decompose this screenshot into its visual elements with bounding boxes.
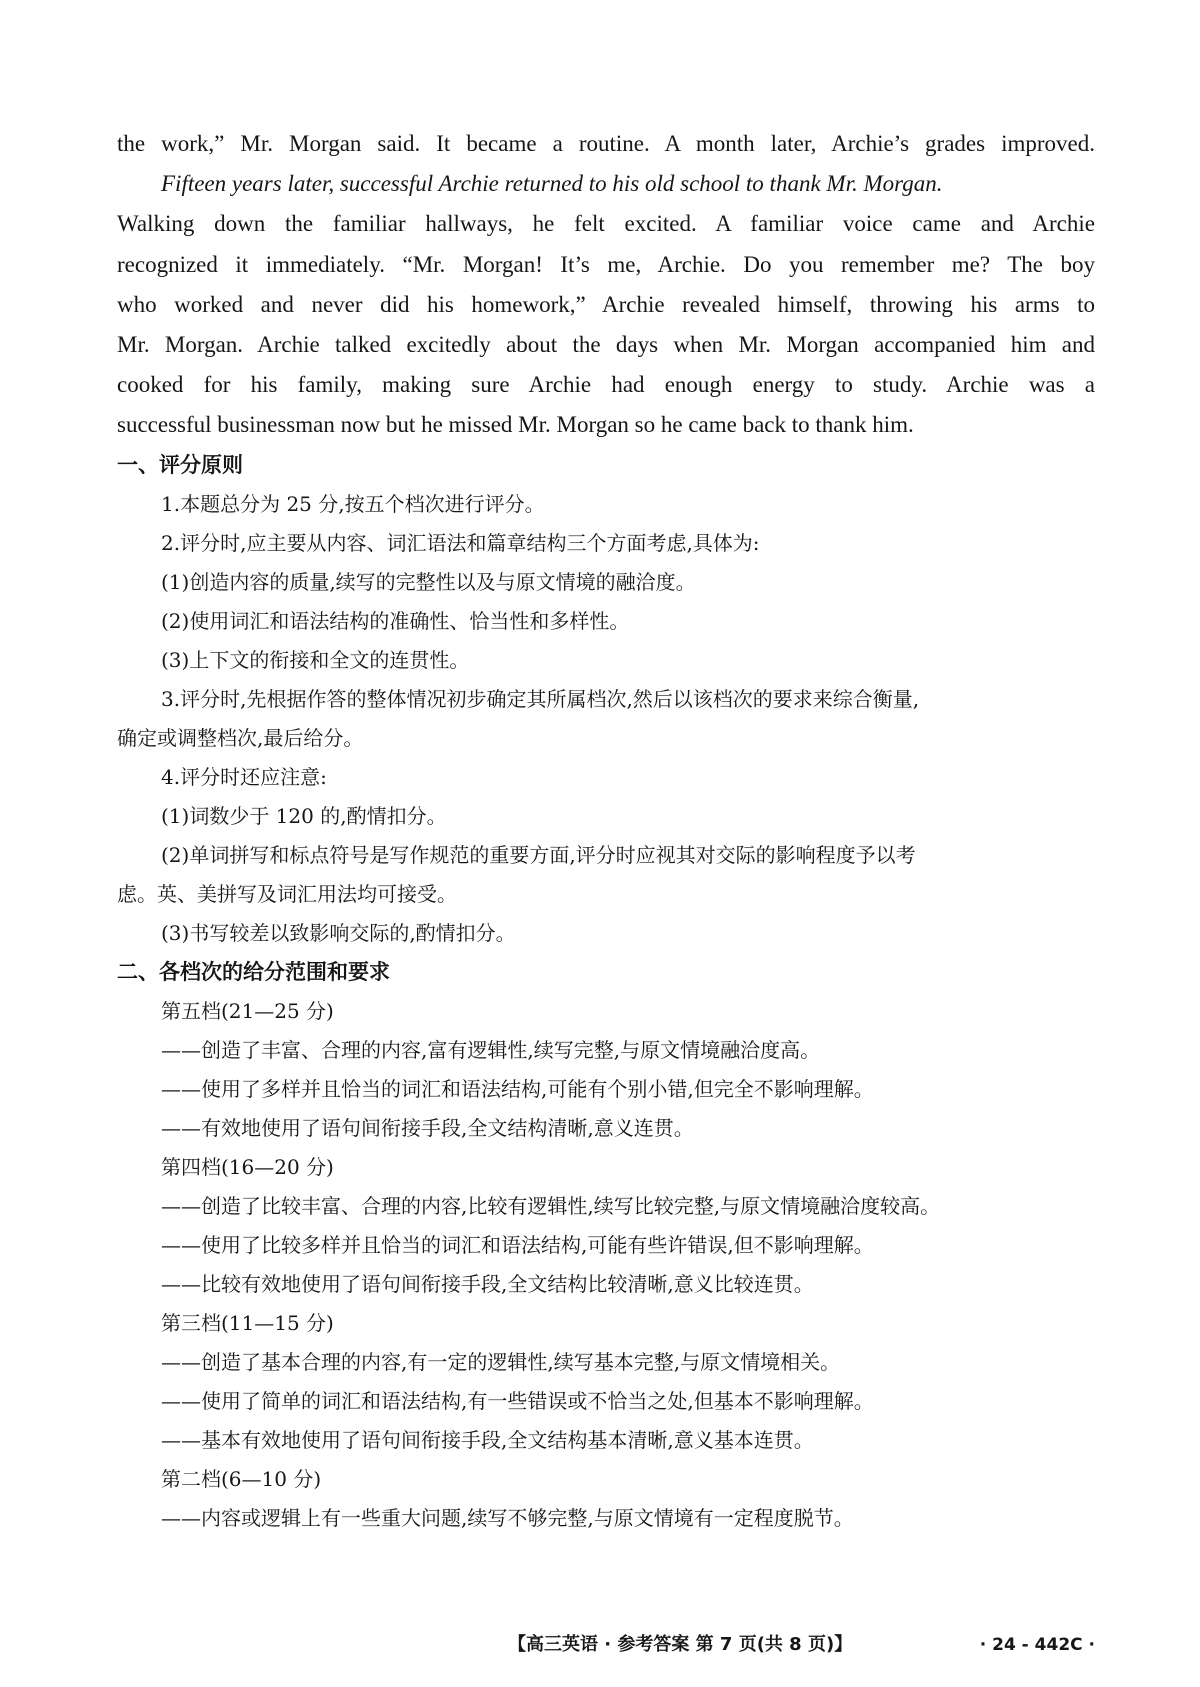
principle-item: (2)单词拼写和标点符号是写作规范的重要方面,评分时应视其对交际的影响程度予以考 [161,842,916,867]
story-line-italic [117,164,1095,204]
principle-item: 2.评分时,应主要从内容、词汇语法和篇章结构三个方面考虑,具体为: [161,530,760,555]
band-title: 第四档(16—20 分) [161,1154,334,1179]
story-passage [117,124,1095,446]
principle-item: (1)创造内容的质量,续写的完整性以及与原文情境的融洽度。 [161,569,696,594]
score-bands-list [117,992,1095,1538]
band-criterion: ——使用了比较多样并且恰当的词汇和语法结构,可能有些许错误,但不影响理解。 [161,1232,874,1257]
band-criterion: ——基本有效地使用了语句间衔接手段,全文结构基本清晰,意义基本连贯。 [161,1427,814,1452]
story-line: successful businessman now but he missed Mr. Morgan so he came back to thank him. [117,412,914,438]
scoring-principles-list [117,485,1095,953]
story-line: cooked for his family, making sure Archie had enough energy to study. Archie was a [117,372,1095,398]
band-criterion: ——比较有效地使用了语句间衔接手段,全文结构比较清晰,意义比较连贯。 [161,1271,814,1296]
story-line: the work,” Mr. Morgan said. It became a routine. A month later, Archie’s grades improved. [117,131,1095,156]
story-line: Mr. Morgan. Archie talked excitedly about the days when Mr. Morgan accompanied him and [117,332,1095,358]
band-title: 第五档(21—25 分) [161,998,334,1023]
band-criterion: ——有效地使用了语句间衔接手段,全文结构清晰,意义连贯。 [161,1115,694,1140]
italic-opening: Fifteen years later, successful Archie returned to his old school to thank Mr. Morgan. [161,171,943,197]
footer-code: · 24 - 442C · [979,1635,1095,1655]
band-criterion: ——使用了多样并且恰当的词汇和语法结构,可能有个别小错,但完全不影响理解。 [161,1076,874,1101]
band-criterion: ——创造了比较丰富、合理的内容,比较有逻辑性,续写比较完整,与原文情境融洽度较高。 [161,1193,941,1218]
section-heading-score-bands: 二、各档次的给分范围和要求 [117,959,390,984]
section-heading-scoring-principles: 一、评分原则 [117,452,243,477]
band-criterion: ——创造了基本合理的内容,有一定的逻辑性,续写基本完整,与原文情境相关。 [161,1349,841,1374]
page-content [117,124,1095,1538]
band-criterion: ——内容或逻辑上有一些重大问题,续写不够完整,与原文情境有一定程度脱节。 [161,1505,854,1530]
story-line: Walking down the familiar hallways, he felt excited. A familiar voice came and Archie [117,211,1095,237]
principle-item: (2)使用词汇和语法结构的准确性、恰当性和多样性。 [161,608,630,633]
principle-item: (3)书写较差以致影响交际的,酌情扣分。 [161,920,516,945]
principle-item: 4.评分时还应注意: [161,764,327,789]
band-title: 第二档(6—10 分) [161,1466,322,1491]
story-line: who worked and never did his homework,” Archie revealed himself, throwing his arms to [117,291,1095,317]
principle-item: (3)上下文的衔接和全文的连贯性。 [161,647,470,672]
footer-page-label: 【高三英语 · 参考答案 第 7 页(共 8 页)】 [508,1634,853,1655]
principle-item: 1.本题总分为 25 分,按五个档次进行评分。 [161,491,545,516]
band-criterion: ——创造了丰富、合理的内容,富有逻辑性,续写完整,与原文情境融洽度高。 [161,1037,821,1062]
band-criterion: ——使用了简单的词汇和语法结构,有一些错误或不恰当之处,但基本不影响理解。 [161,1388,874,1413]
principle-item: 3.评分时,先根据作答的整体情况初步确定其所属档次,然后以该档次的要求来综合衡量, [161,686,920,711]
principle-item: 确定或调整档次,最后给分。 [117,725,364,750]
page-footer [0,1630,1200,1670]
principle-item: 虑。英、美拼写及词汇用法均可接受。 [117,881,457,906]
story-line: recognized it immediately. “Mr. Morgan! It’s me, Archie. Do you remember me? The boy [117,251,1095,277]
band-title: 第三档(11—15 分) [161,1310,334,1335]
principle-item: (1)词数少于 120 的,酌情扣分。 [161,803,447,828]
